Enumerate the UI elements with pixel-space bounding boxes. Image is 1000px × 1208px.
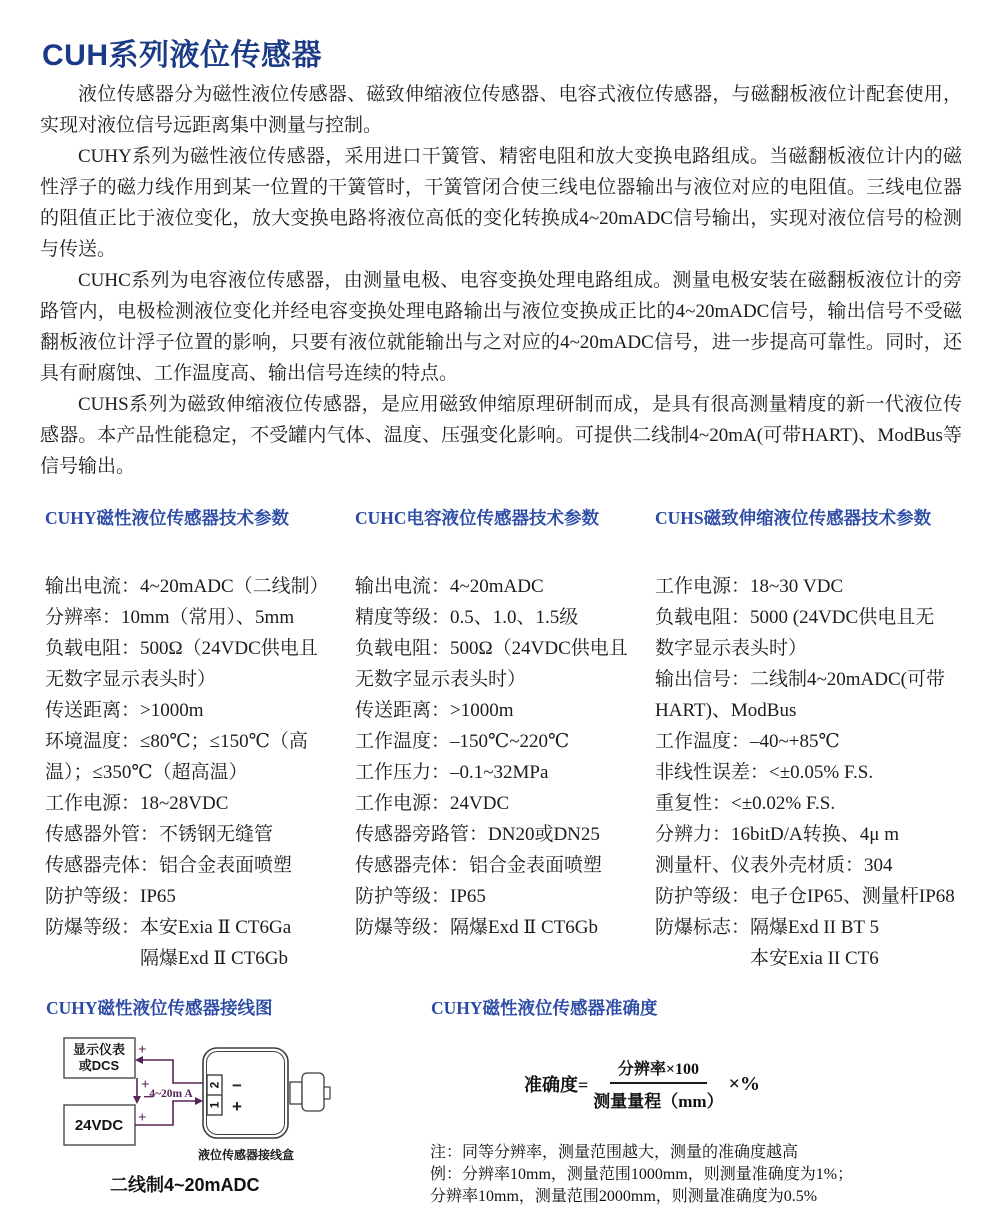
accuracy-formula [524,1056,760,1112]
spec-lines-cuhs [655,571,985,974]
intro-paragraph: CUHC系列为电容液位传感器，由测量电极、电容变换处理电路组成。测量电极安装在磁翻板液位计的旁路管内，电极检测液位变化并经电容变换处理电路输出与液位变换成正比的4~20mADC信号，输出信号不受磁翻板液位计浮子位置的影响，只要有液位就能输出与之对应的4~20mADC信号，进一步提高可靠性。同时，还具有耐腐蚀、工作温度高、输出信号连续的特点。 [40,270,962,384]
spec-line: 传感器壳体：铝合金表面喷塑 [355,855,603,876]
spec-line: 精度等级：0.5、1.0、1.5级 [355,607,579,628]
spec-title-cuhc: CUHC电容液位传感器技术参数 [355,508,600,528]
spec-line: 传感器旁路管：DN20或DN25 [355,824,600,845]
spec-column-cuhs [655,505,985,974]
wire-signal-to-display [143,1060,203,1083]
spec-line: 工作电源：24VDC [355,793,510,814]
spec-line: 传感器外管：不锈钢无缝管 [45,824,274,845]
wiring-caption: 二线制4~20mADC [110,1175,260,1195]
cable-gland-tail [324,1087,330,1099]
junction-box-caption: 液位传感器接线盒 [197,1148,295,1162]
spec-line: 工作压力：–0.1~32MPa [355,762,549,783]
spec-line: 无数字显示表头时） [355,669,527,690]
intro-text [40,79,962,482]
wire-arrow-into-supply [133,1096,141,1104]
spec-line: 输出电流：4~20mADC [355,576,544,597]
spec-line: 工作电源：18~30 VDC [655,576,844,597]
accuracy-note-line: 例：分辨率10mm，测量范围1000mm，则测量准确度为1%； [430,1166,854,1183]
terminal-2-label: 2 [207,1081,222,1089]
spec-line: 隔爆Exd Ⅱ CT6Gb [140,948,289,969]
intro-paragraph: 液位传感器分为磁性液位传感器、磁致伸缩液位传感器、电容式液位传感器，与磁翻板液位计配套使用，实现对液位信号远距离集中测量与控制。 [40,84,962,136]
accuracy-section-title: CUHY磁性液位传感器准确度 [431,998,658,1018]
spec-title-cuhy: CUHY磁性液位传感器技术参数 [45,508,290,528]
spec-line: 传送距离：>1000m [355,700,514,721]
spec-column-cuhc [355,505,647,943]
spec-line: 输出电流：4~20mADC（二线制） [45,576,329,597]
plus-sign-link: + [141,1077,150,1093]
wiring-diagram [40,1033,390,1173]
spec-line: 无数字显示表头时） [45,669,217,690]
spec-line: 温）；≤350℃（超高温） [45,762,248,783]
intro-paragraph: CUHS系列为磁致伸缩液位传感器，是应用磁致伸缩原理研制而成，是具有很高测量精度的新一代液位传感器。本产品性能稳定，不受罐内气体、温度、压强变化影响。可提供二线制4~20mA(可带HART)、ModBus等信号输出。 [40,394,962,477]
spec-line: 防爆标志：隔爆Exd II BT 5 [655,917,879,938]
spec-lines-cuhy [45,571,347,974]
terminal-1-label: 1 [207,1101,222,1109]
spec-line: 工作温度：–150℃~220℃ [355,731,570,752]
spec-column-cuhy [45,505,347,974]
intro-paragraph: CUHY系列为磁性液位传感器，采用进口干簧管、精密电阻和放大变换电路组成。当磁翻板液位计内的磁性浮子的磁力线作用到某一位置的干簧管时，干簧管闭合使三线电位器输出与液位对应的电阻值。三线电位器的阻值正比于液位变化，放大变换电路将液位高低的变化转换成4~20mADC信号输出，实现对液位信号的检测与传送。 [40,146,962,260]
formula-lhs: 准确度= [524,1075,589,1095]
accuracy-notes [430,1142,853,1208]
plus-sign-display: + [138,1042,147,1058]
spec-line: 防爆等级：隔爆Exd Ⅱ CT6Gb [355,917,599,938]
spec-line: 负载电阻：500Ω（24VDC供电且 [355,638,628,659]
spec-title-cuhs: CUHS磁致伸缩液位传感器技术参数 [655,508,932,528]
spec-line: 测量杆、仪表外壳材质：304 [655,855,893,876]
spec-line: 输出信号：二线制4~20mADC(可带 [655,669,946,690]
spec-line: 工作温度：–40~+85℃ [655,731,840,752]
spec-line: 负载电阻：500Ω（24VDC供电且 [45,638,318,659]
spec-line: HART)、ModBus [655,700,797,721]
terminal-plus-sign: + [232,1097,242,1116]
spec-line: 防护等级：电子仓IP65、测量杆IP68 [655,886,955,907]
formula-fraction [593,1056,723,1112]
display-instrument-label-1: 显示仪表 [72,1042,126,1057]
page-title: CUH系列液位传感器 [42,39,322,73]
spec-line: 防爆等级：本安Exia Ⅱ CT6Ga [45,917,292,938]
cable-gland-neck [290,1082,302,1104]
spec-line: 防护等级：IP65 [355,886,486,907]
spec-line: 分辨率：10mm（常用）、5mm [45,607,295,628]
spec-line: 分辨力：16bitD/A转换、4μ m [655,824,899,845]
spec-line: 传送距离：>1000m [45,700,204,721]
spec-line: 传感器壳体：铝合金表面喷塑 [45,855,293,876]
spec-line: 防护等级：IP65 [45,886,176,907]
accuracy-note-line: 注：同等分辨率，测量范围越大，测量的准确度越高 [430,1144,799,1161]
current-loop-label: 4~20m A [149,1088,193,1100]
spec-line: 环境温度：≤80℃；≤150℃（高 [45,731,308,752]
spec-line: 重复性：<±0.02% F.S. [655,793,836,814]
wiring-section-title: CUHY磁性液位传感器接线图 [46,998,273,1018]
terminal-minus-sign: − [232,1076,242,1095]
cable-gland-cap [302,1073,324,1111]
spec-line: 工作电源：18~28VDC [45,793,229,814]
spec-lines-cuhc [355,571,647,943]
minus-sign-link: − [143,1087,154,1108]
spec-line: 数字显示表头时） [655,638,808,659]
wire-arrow-into-terminal [195,1097,203,1105]
spec-line: 非线性误差：<±0.05% F.S. [655,762,874,783]
accuracy-note-line: 分辨率10mm，测量范围2000mm，则测量准确度为0.5% [430,1188,818,1205]
power-supply-label: 24VDC [74,1117,124,1134]
formula-numerator: 分辨率×100 [610,1056,707,1084]
spec-line: 本安Exia II CT6 [750,948,879,969]
display-instrument-label-2: 或DCS [78,1058,120,1073]
formula-denominator: 测量量程（mm） [593,1092,724,1111]
formula-suffix: ×% [728,1072,760,1095]
plus-sign-supply: + [138,1110,147,1126]
spec-line: 负载电阻：5000 (24VDC供电且无 [655,607,935,628]
